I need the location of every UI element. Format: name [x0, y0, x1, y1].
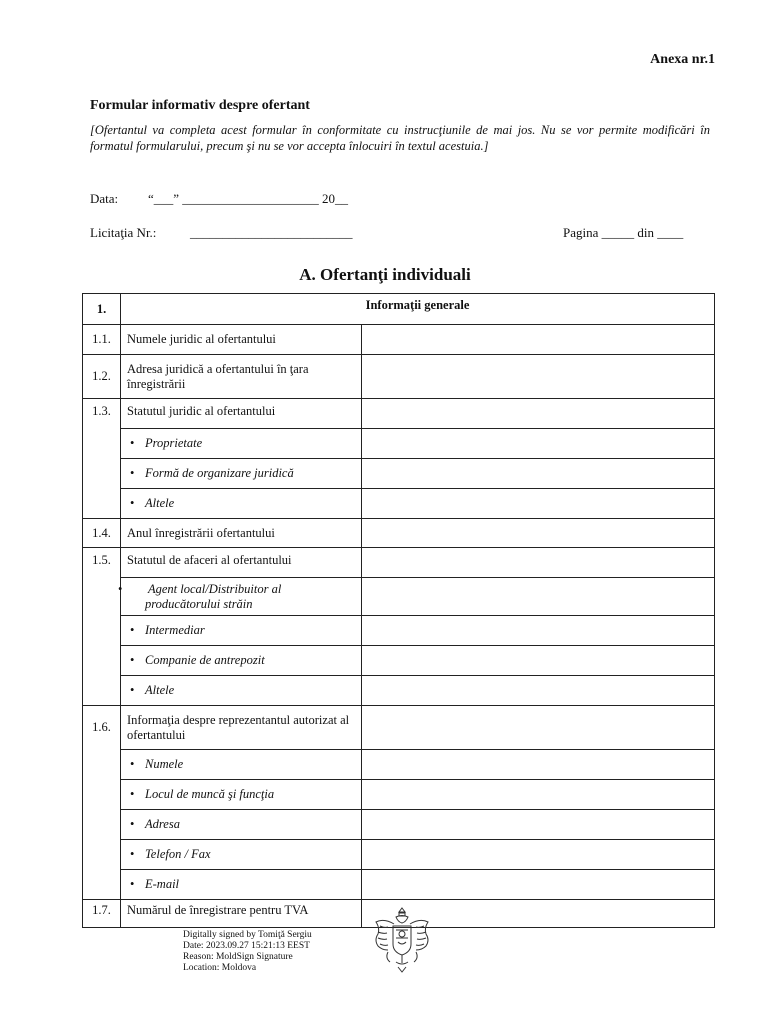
option-cell	[121, 489, 362, 519]
option-cell	[121, 646, 362, 676]
table-row	[83, 870, 715, 900]
instructions-text: [Ofertantul va completa acest formular în conformitate cu instrucţiunile de mai jos. Nu se vor permite modificări în formatul formularului, precum şi nu se vor accepta înlocuiri în textul acestuia.]	[90, 123, 710, 153]
option-label: • Intermediar	[127, 623, 205, 637]
table-row	[83, 810, 715, 840]
table-row	[83, 616, 715, 646]
row-number: 1.3.	[83, 399, 121, 429]
option-label: • Companie de antrepozit	[127, 653, 265, 667]
option-label: • Altele	[127, 496, 174, 510]
option-label: • Adresa	[127, 817, 180, 831]
option-cell	[121, 840, 362, 870]
answer-cell[interactable]	[362, 489, 715, 519]
option-cell	[121, 780, 362, 810]
row-number: 1.7.	[83, 900, 121, 928]
option-label: • Agent local/Distribuitor al producătorului străin	[127, 582, 355, 612]
table-row	[83, 519, 715, 548]
option-label: • Altele	[127, 683, 174, 697]
option-label: • Proprietate	[127, 436, 202, 450]
bidder-info-table	[82, 293, 715, 928]
signature-location: Location: Moldova	[183, 963, 257, 973]
answer-cell[interactable]	[362, 578, 715, 616]
answer-cell[interactable]	[362, 780, 715, 810]
option-label: • Numele	[127, 757, 183, 771]
table-row	[83, 399, 715, 429]
table-row	[83, 548, 715, 578]
table-row	[83, 429, 715, 459]
table-row	[83, 489, 715, 519]
answer-cell[interactable]	[362, 325, 715, 355]
option-cell	[121, 459, 362, 489]
option-label: • Formă de organizare juridică	[127, 466, 294, 480]
answer-cell[interactable]	[362, 429, 715, 459]
row-number: 1.1.	[83, 325, 121, 355]
option-cell	[121, 676, 362, 706]
option-cell	[121, 810, 362, 840]
page-number-field: Pagina _____ din ____	[563, 225, 684, 240]
option-cell	[121, 429, 362, 459]
table-row	[83, 578, 715, 616]
answer-cell[interactable]	[362, 676, 715, 706]
answer-cell[interactable]	[362, 616, 715, 646]
row-number: 1.2.	[83, 355, 121, 399]
option-label: • Telefon / Fax	[127, 847, 211, 861]
answer-cell[interactable]	[362, 750, 715, 780]
table-row	[83, 706, 715, 750]
row-label: Adresa juridică a ofertantului în ţara înregistrării	[121, 355, 362, 399]
option-cell	[121, 578, 362, 616]
table-row	[83, 325, 715, 355]
tender-label: Licitaţia Nr.:	[90, 225, 157, 240]
header-number: 1.	[83, 294, 121, 325]
row-label: Numărul de înregistrare pentru TVA	[121, 900, 362, 928]
row-number: 1.6.	[83, 706, 121, 750]
table-row	[83, 750, 715, 780]
signature-signer: Digitally signed by Tomiţă Sergiu	[183, 930, 312, 940]
row-label: Numele juridic al ofertantului	[121, 325, 362, 355]
row-label: Statutul de afaceri al ofertantului	[121, 548, 362, 578]
row-label: Informaţia despre reprezentantul autorizat al ofertantului	[121, 706, 362, 750]
tender-number-field: _________________________	[190, 225, 353, 240]
option-label: • Locul de muncă şi funcţia	[127, 787, 274, 801]
header-title: Informaţii generale	[121, 294, 715, 325]
table-row	[83, 840, 715, 870]
table-row	[83, 355, 715, 399]
signature-reason: Reason: MoldSign Signature	[183, 952, 293, 962]
answer-cell[interactable]	[362, 870, 715, 900]
option-label: • E-mail	[127, 877, 179, 891]
option-cell	[121, 616, 362, 646]
annex-number: Anexa nr.1	[650, 52, 715, 67]
form-title: Formular informativ despre ofertant	[90, 98, 310, 113]
answer-cell[interactable]	[362, 810, 715, 840]
answer-cell[interactable]	[362, 355, 715, 399]
row-number: 1.5.	[83, 548, 121, 578]
digital-signature-block	[183, 930, 312, 974]
date-label: Data:	[90, 191, 119, 206]
answer-cell[interactable]	[362, 706, 715, 750]
table-row	[83, 459, 715, 489]
row-label: Statutul juridic al ofertantului	[121, 399, 362, 429]
date-field: “___” _____________________ 20__	[148, 191, 349, 206]
section-title: A. Ofertanţi individuali	[299, 265, 471, 284]
answer-cell[interactable]	[362, 840, 715, 870]
row-number: 1.4.	[83, 519, 121, 548]
table-row	[83, 676, 715, 706]
answer-cell[interactable]	[362, 548, 715, 578]
coat-of-arms-icon	[372, 904, 432, 981]
answer-cell[interactable]	[362, 459, 715, 489]
row-label: Anul înregistrării ofertantului	[121, 519, 362, 548]
option-cell	[121, 750, 362, 780]
table-row	[83, 646, 715, 676]
answer-cell[interactable]	[362, 519, 715, 548]
signature-date: Date: 2023.09.27 15:21:13 EEST	[183, 941, 310, 951]
answer-cell[interactable]	[362, 399, 715, 429]
table-header-row	[83, 294, 715, 325]
option-cell	[121, 870, 362, 900]
table-row	[83, 780, 715, 810]
answer-cell[interactable]	[362, 646, 715, 676]
